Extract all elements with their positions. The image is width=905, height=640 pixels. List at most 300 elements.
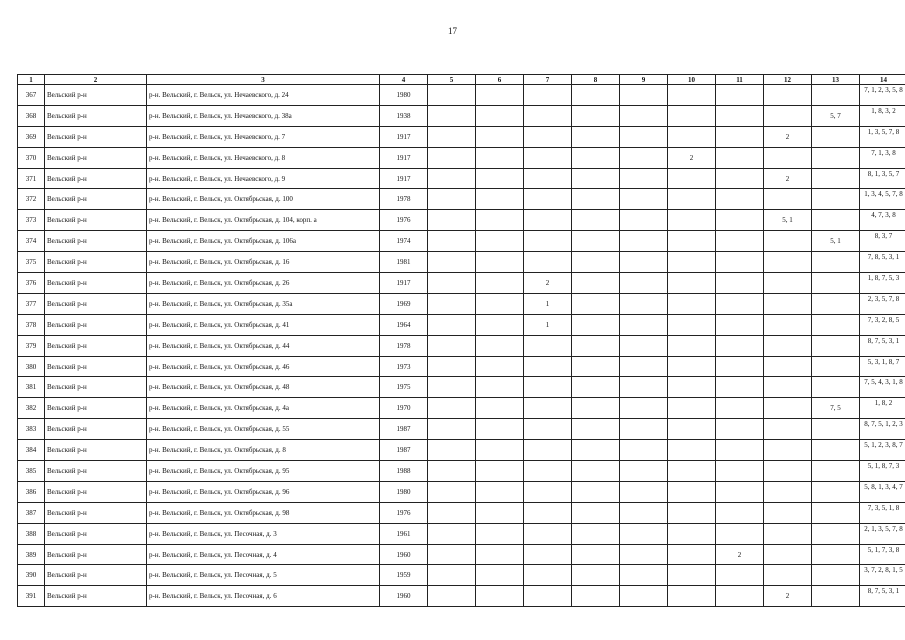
value-cell bbox=[812, 147, 860, 168]
value-cell bbox=[668, 461, 716, 482]
value-cell bbox=[476, 544, 524, 565]
value-cell bbox=[476, 523, 524, 544]
value-cell bbox=[764, 544, 812, 565]
value-cell bbox=[668, 523, 716, 544]
value-cell bbox=[476, 231, 524, 252]
value-cell bbox=[668, 273, 716, 294]
value-cell bbox=[668, 314, 716, 335]
codes-cell: 3, 7, 2, 8, 1, 5 bbox=[860, 565, 905, 586]
value-cell bbox=[764, 502, 812, 523]
address-cell: р-н. Вельский, г. Вельск, ул. Песочная, д. 5 bbox=[147, 565, 380, 586]
value-cell bbox=[812, 440, 860, 461]
value-cell bbox=[620, 273, 668, 294]
value-cell: 1 bbox=[524, 314, 572, 335]
value-cell bbox=[572, 189, 620, 210]
value-cell bbox=[812, 419, 860, 440]
value-cell bbox=[572, 440, 620, 461]
table-body bbox=[18, 85, 905, 607]
value-cell bbox=[428, 523, 476, 544]
value-cell bbox=[572, 398, 620, 419]
value-cell bbox=[668, 126, 716, 147]
value-cell bbox=[620, 461, 668, 482]
district-cell: Вельский р-н bbox=[45, 231, 147, 252]
value-cell bbox=[524, 502, 572, 523]
column-header: 10 bbox=[668, 75, 716, 85]
value-cell bbox=[524, 189, 572, 210]
row-number-cell: 370 bbox=[18, 147, 45, 168]
value-cell bbox=[764, 419, 812, 440]
value-cell bbox=[428, 565, 476, 586]
row-number-cell: 388 bbox=[18, 523, 45, 544]
address-cell: р-н. Вельский, г. Вельск, ул. Октябрьская, д. 104, корп. а bbox=[147, 210, 380, 231]
row-number-cell: 377 bbox=[18, 293, 45, 314]
value-cell bbox=[620, 440, 668, 461]
value-cell bbox=[476, 314, 524, 335]
value-cell bbox=[572, 502, 620, 523]
address-cell: р-н. Вельский, г. Вельск, ул. Октябрьская, д. 55 bbox=[147, 419, 380, 440]
address-cell: р-н. Вельский, г. Вельск, ул. Октябрьская, д. 106а bbox=[147, 231, 380, 252]
value-cell bbox=[428, 168, 476, 189]
value-cell bbox=[716, 189, 764, 210]
column-header: 3 bbox=[147, 75, 380, 85]
value-cell bbox=[476, 565, 524, 586]
value-cell bbox=[572, 252, 620, 273]
value-cell: 5, 1 bbox=[764, 210, 812, 231]
value-cell bbox=[572, 231, 620, 252]
year-cell: 1988 bbox=[380, 461, 428, 482]
value-cell bbox=[428, 252, 476, 273]
address-cell: р-н. Вельский, г. Вельск, ул. Октябрьская, д. 35а bbox=[147, 293, 380, 314]
value-cell: 5, 7 bbox=[812, 105, 860, 126]
codes-cell: 7, 1, 2, 3, 5, 8 bbox=[860, 85, 905, 106]
value-cell bbox=[716, 210, 764, 231]
value-cell bbox=[620, 293, 668, 314]
column-header: 2 bbox=[45, 75, 147, 85]
value-cell bbox=[620, 398, 668, 419]
value-cell bbox=[668, 377, 716, 398]
row-number-cell: 374 bbox=[18, 231, 45, 252]
year-cell: 1975 bbox=[380, 377, 428, 398]
page-number: 17 bbox=[448, 26, 457, 36]
district-cell: Вельский р-н bbox=[45, 502, 147, 523]
table-row bbox=[18, 356, 905, 377]
codes-cell: 2, 1, 3, 5, 7, 8 bbox=[860, 523, 905, 544]
value-cell bbox=[524, 419, 572, 440]
table-row bbox=[18, 168, 905, 189]
district-cell: Вельский р-н bbox=[45, 126, 147, 147]
district-cell: Вельский р-н bbox=[45, 440, 147, 461]
value-cell bbox=[428, 126, 476, 147]
table-row bbox=[18, 293, 905, 314]
district-cell: Вельский р-н bbox=[45, 398, 147, 419]
value-cell bbox=[524, 210, 572, 231]
value-cell bbox=[524, 252, 572, 273]
row-number-cell: 373 bbox=[18, 210, 45, 231]
value-cell bbox=[764, 461, 812, 482]
value-cell bbox=[572, 461, 620, 482]
table-row bbox=[18, 502, 905, 523]
value-cell bbox=[764, 523, 812, 544]
column-header: 11 bbox=[716, 75, 764, 85]
value-cell bbox=[812, 314, 860, 335]
value-cell bbox=[620, 377, 668, 398]
row-number-cell: 384 bbox=[18, 440, 45, 461]
year-cell: 1970 bbox=[380, 398, 428, 419]
value-cell bbox=[620, 356, 668, 377]
value-cell bbox=[812, 273, 860, 294]
district-cell: Вельский р-н bbox=[45, 105, 147, 126]
table-row bbox=[18, 586, 905, 607]
table-row bbox=[18, 85, 905, 106]
value-cell bbox=[812, 189, 860, 210]
address-cell: р-н. Вельский, г. Вельск, ул. Октябрьская, д. 16 bbox=[147, 252, 380, 273]
value-cell bbox=[812, 168, 860, 189]
value-cell bbox=[428, 293, 476, 314]
address-cell: р-н. Вельский, г. Вельск, ул. Октябрьская, д. 41 bbox=[147, 314, 380, 335]
value-cell bbox=[428, 377, 476, 398]
value-cell bbox=[476, 398, 524, 419]
codes-cell: 5, 3, 1, 8, 7 bbox=[860, 356, 905, 377]
value-cell bbox=[812, 586, 860, 607]
value-cell bbox=[620, 419, 668, 440]
value-cell bbox=[668, 565, 716, 586]
value-cell bbox=[572, 586, 620, 607]
table-row bbox=[18, 481, 905, 502]
value-cell bbox=[524, 335, 572, 356]
year-cell: 1978 bbox=[380, 335, 428, 356]
value-cell bbox=[476, 252, 524, 273]
value-cell bbox=[668, 398, 716, 419]
table-row bbox=[18, 147, 905, 168]
address-cell: р-н. Вельский, г. Вельск, ул. Октябрьская, д. 98 bbox=[147, 502, 380, 523]
codes-cell: 8, 7, 5, 3, 1 bbox=[860, 586, 905, 607]
table-row bbox=[18, 377, 905, 398]
value-cell bbox=[620, 147, 668, 168]
value-cell: 2 bbox=[764, 168, 812, 189]
value-cell bbox=[812, 461, 860, 482]
value-cell bbox=[668, 502, 716, 523]
address-cell: р-н. Вельский, г. Вельск, ул. Октябрьская, д. 4а bbox=[147, 398, 380, 419]
row-number-cell: 372 bbox=[18, 189, 45, 210]
value-cell: 2 bbox=[764, 586, 812, 607]
value-cell bbox=[428, 273, 476, 294]
value-cell: 1 bbox=[524, 293, 572, 314]
value-cell bbox=[620, 314, 668, 335]
codes-cell: 5, 1, 7, 3, 8 bbox=[860, 544, 905, 565]
value-cell bbox=[620, 335, 668, 356]
value-cell bbox=[524, 105, 572, 126]
value-cell bbox=[812, 126, 860, 147]
codes-cell: 1, 8, 2 bbox=[860, 398, 905, 419]
value-cell bbox=[620, 210, 668, 231]
value-cell bbox=[428, 586, 476, 607]
value-cell bbox=[668, 85, 716, 106]
table-row bbox=[18, 335, 905, 356]
row-number-cell: 387 bbox=[18, 502, 45, 523]
value-cell bbox=[428, 398, 476, 419]
table-row bbox=[18, 273, 905, 294]
address-cell: р-н. Вельский, г. Вельск, ул. Нечаевского, д. 8 bbox=[147, 147, 380, 168]
row-number-cell: 376 bbox=[18, 273, 45, 294]
row-number-cell: 385 bbox=[18, 461, 45, 482]
address-cell: р-н. Вельский, г. Вельск, ул. Нечаевского, д. 7 bbox=[147, 126, 380, 147]
codes-cell: 4, 7, 3, 8 bbox=[860, 210, 905, 231]
value-cell bbox=[764, 85, 812, 106]
column-header: 6 bbox=[476, 75, 524, 85]
value-cell bbox=[476, 147, 524, 168]
value-cell bbox=[524, 440, 572, 461]
value-cell bbox=[668, 252, 716, 273]
value-cell bbox=[764, 565, 812, 586]
district-cell: Вельский р-н bbox=[45, 168, 147, 189]
codes-cell: 7, 5, 4, 3, 1, 8 bbox=[860, 377, 905, 398]
value-cell bbox=[572, 105, 620, 126]
value-cell bbox=[428, 231, 476, 252]
value-cell bbox=[572, 147, 620, 168]
district-cell: Вельский р-н bbox=[45, 85, 147, 106]
value-cell bbox=[620, 231, 668, 252]
value-cell bbox=[668, 356, 716, 377]
value-cell bbox=[476, 105, 524, 126]
year-cell: 1976 bbox=[380, 502, 428, 523]
value-cell bbox=[476, 502, 524, 523]
value-cell bbox=[812, 210, 860, 231]
address-cell: р-н. Вельский, г. Вельск, ул. Октябрьская, д. 46 bbox=[147, 356, 380, 377]
value-cell bbox=[428, 419, 476, 440]
column-header: 14 bbox=[860, 75, 905, 85]
address-cell: р-н. Вельский, г. Вельск, ул. Октябрьская, д. 8 bbox=[147, 440, 380, 461]
year-cell: 1917 bbox=[380, 168, 428, 189]
address-cell: р-н. Вельский, г. Вельск, ул. Октябрьская, д. 95 bbox=[147, 461, 380, 482]
value-cell bbox=[524, 377, 572, 398]
row-number-cell: 380 bbox=[18, 356, 45, 377]
value-cell: 5, 1 bbox=[812, 231, 860, 252]
value-cell bbox=[572, 419, 620, 440]
value-cell bbox=[524, 544, 572, 565]
address-cell: р-н. Вельский, г. Вельск, ул. Нечаевского, д. 38а bbox=[147, 105, 380, 126]
value-cell bbox=[524, 565, 572, 586]
value-cell bbox=[428, 189, 476, 210]
value-cell bbox=[572, 85, 620, 106]
year-cell: 1969 bbox=[380, 293, 428, 314]
value-cell bbox=[572, 168, 620, 189]
value-cell bbox=[524, 481, 572, 502]
value-cell bbox=[716, 252, 764, 273]
value-cell: 2 bbox=[764, 126, 812, 147]
value-cell bbox=[572, 335, 620, 356]
value-cell bbox=[620, 168, 668, 189]
district-cell: Вельский р-н bbox=[45, 293, 147, 314]
value-cell bbox=[620, 586, 668, 607]
value-cell bbox=[428, 105, 476, 126]
value-cell bbox=[572, 273, 620, 294]
value-cell bbox=[764, 252, 812, 273]
value-cell bbox=[428, 335, 476, 356]
value-cell bbox=[668, 544, 716, 565]
codes-cell: 8, 1, 3, 5, 7 bbox=[860, 168, 905, 189]
district-cell: Вельский р-н bbox=[45, 189, 147, 210]
value-cell bbox=[668, 189, 716, 210]
year-cell: 1980 bbox=[380, 85, 428, 106]
value-cell bbox=[572, 544, 620, 565]
value-cell bbox=[716, 565, 764, 586]
header-row bbox=[18, 75, 905, 85]
column-header: 13 bbox=[812, 75, 860, 85]
codes-cell: 7, 1, 3, 8 bbox=[860, 147, 905, 168]
district-cell: Вельский р-н bbox=[45, 314, 147, 335]
value-cell bbox=[668, 210, 716, 231]
year-cell: 1917 bbox=[380, 273, 428, 294]
value-cell bbox=[668, 586, 716, 607]
value-cell bbox=[620, 189, 668, 210]
value-cell bbox=[476, 168, 524, 189]
district-cell: Вельский р-н bbox=[45, 481, 147, 502]
codes-cell: 7, 3, 5, 1, 8 bbox=[860, 502, 905, 523]
value-cell bbox=[764, 293, 812, 314]
row-number-cell: 391 bbox=[18, 586, 45, 607]
value-cell bbox=[476, 461, 524, 482]
codes-cell: 1, 3, 5, 7, 8 bbox=[860, 126, 905, 147]
table-row bbox=[18, 314, 905, 335]
value-cell bbox=[428, 85, 476, 106]
value-cell bbox=[620, 544, 668, 565]
value-cell bbox=[716, 523, 764, 544]
codes-cell: 8, 7, 5, 1, 2, 3 bbox=[860, 419, 905, 440]
row-number-cell: 383 bbox=[18, 419, 45, 440]
value-cell bbox=[668, 440, 716, 461]
row-number-cell: 386 bbox=[18, 481, 45, 502]
value-cell bbox=[524, 147, 572, 168]
row-number-cell: 390 bbox=[18, 565, 45, 586]
year-cell: 1981 bbox=[380, 252, 428, 273]
year-cell: 1973 bbox=[380, 356, 428, 377]
year-cell: 1976 bbox=[380, 210, 428, 231]
table-row bbox=[18, 398, 905, 419]
value-cell bbox=[572, 210, 620, 231]
value-cell bbox=[620, 523, 668, 544]
value-cell bbox=[764, 189, 812, 210]
value-cell bbox=[620, 85, 668, 106]
year-cell: 1959 bbox=[380, 565, 428, 586]
value-cell bbox=[524, 461, 572, 482]
table-row bbox=[18, 565, 905, 586]
value-cell bbox=[428, 356, 476, 377]
codes-cell: 1, 3, 4, 5, 7, 8 bbox=[860, 189, 905, 210]
value-cell bbox=[716, 126, 764, 147]
data-table bbox=[17, 74, 905, 607]
value-cell bbox=[476, 419, 524, 440]
value-cell bbox=[428, 314, 476, 335]
value-cell bbox=[716, 461, 764, 482]
value-cell bbox=[716, 314, 764, 335]
value-cell bbox=[572, 481, 620, 502]
value-cell bbox=[764, 105, 812, 126]
codes-cell: 8, 7, 5, 3, 1 bbox=[860, 335, 905, 356]
value-cell bbox=[716, 273, 764, 294]
address-cell: р-н. Вельский, г. Вельск, ул. Песочная, д. 6 bbox=[147, 586, 380, 607]
value-cell bbox=[764, 398, 812, 419]
value-cell bbox=[764, 335, 812, 356]
value-cell bbox=[428, 481, 476, 502]
district-cell: Вельский р-н bbox=[45, 544, 147, 565]
value-cell bbox=[620, 252, 668, 273]
year-cell: 1980 bbox=[380, 481, 428, 502]
value-cell bbox=[524, 356, 572, 377]
year-cell: 1964 bbox=[380, 314, 428, 335]
value-cell bbox=[620, 126, 668, 147]
codes-cell: 2, 3, 5, 7, 8 bbox=[860, 293, 905, 314]
table-row bbox=[18, 189, 905, 210]
table-row bbox=[18, 210, 905, 231]
table-row bbox=[18, 419, 905, 440]
table-row bbox=[18, 126, 905, 147]
value-cell bbox=[812, 252, 860, 273]
column-header: 1 bbox=[18, 75, 45, 85]
value-cell bbox=[716, 481, 764, 502]
table-row bbox=[18, 231, 905, 252]
value-cell bbox=[476, 273, 524, 294]
address-cell: р-н. Вельский, г. Вельск, ул. Нечаевского, д. 24 bbox=[147, 85, 380, 106]
value-cell bbox=[812, 523, 860, 544]
value-cell bbox=[620, 481, 668, 502]
year-cell: 1960 bbox=[380, 586, 428, 607]
address-cell: р-н. Вельский, г. Вельск, ул. Нечаевского, д. 9 bbox=[147, 168, 380, 189]
value-cell bbox=[524, 126, 572, 147]
district-cell: Вельский р-н bbox=[45, 147, 147, 168]
column-header: 7 bbox=[524, 75, 572, 85]
value-cell bbox=[476, 440, 524, 461]
value-cell bbox=[620, 565, 668, 586]
year-cell: 1917 bbox=[380, 147, 428, 168]
column-header: 12 bbox=[764, 75, 812, 85]
value-cell bbox=[476, 85, 524, 106]
value-cell bbox=[428, 147, 476, 168]
row-number-cell: 381 bbox=[18, 377, 45, 398]
year-cell: 1938 bbox=[380, 105, 428, 126]
value-cell bbox=[764, 356, 812, 377]
codes-cell: 7, 8, 5, 3, 1 bbox=[860, 252, 905, 273]
district-cell: Вельский р-н bbox=[45, 252, 147, 273]
value-cell bbox=[716, 356, 764, 377]
value-cell bbox=[476, 335, 524, 356]
value-cell bbox=[572, 565, 620, 586]
value-cell bbox=[716, 586, 764, 607]
value-cell bbox=[668, 105, 716, 126]
value-cell bbox=[572, 293, 620, 314]
value-cell bbox=[572, 314, 620, 335]
column-header: 4 bbox=[380, 75, 428, 85]
value-cell bbox=[716, 293, 764, 314]
value-cell bbox=[812, 356, 860, 377]
value-cell bbox=[812, 293, 860, 314]
district-cell: Вельский р-н bbox=[45, 377, 147, 398]
address-cell: р-н. Вельский, г. Вельск, ул. Октябрьская, д. 44 bbox=[147, 335, 380, 356]
value-cell: 2 bbox=[668, 147, 716, 168]
value-cell bbox=[716, 398, 764, 419]
value-cell bbox=[716, 440, 764, 461]
row-number-cell: 371 bbox=[18, 168, 45, 189]
table-row bbox=[18, 252, 905, 273]
year-cell: 1960 bbox=[380, 544, 428, 565]
address-cell: р-н. Вельский, г. Вельск, ул. Песочная, д. 3 bbox=[147, 523, 380, 544]
value-cell bbox=[476, 356, 524, 377]
district-cell: Вельский р-н bbox=[45, 461, 147, 482]
value-cell bbox=[620, 105, 668, 126]
value-cell bbox=[716, 377, 764, 398]
codes-cell: 8, 3, 7 bbox=[860, 231, 905, 252]
codes-cell: 1, 8, 7, 5, 3 bbox=[860, 273, 905, 294]
value-cell bbox=[764, 481, 812, 502]
